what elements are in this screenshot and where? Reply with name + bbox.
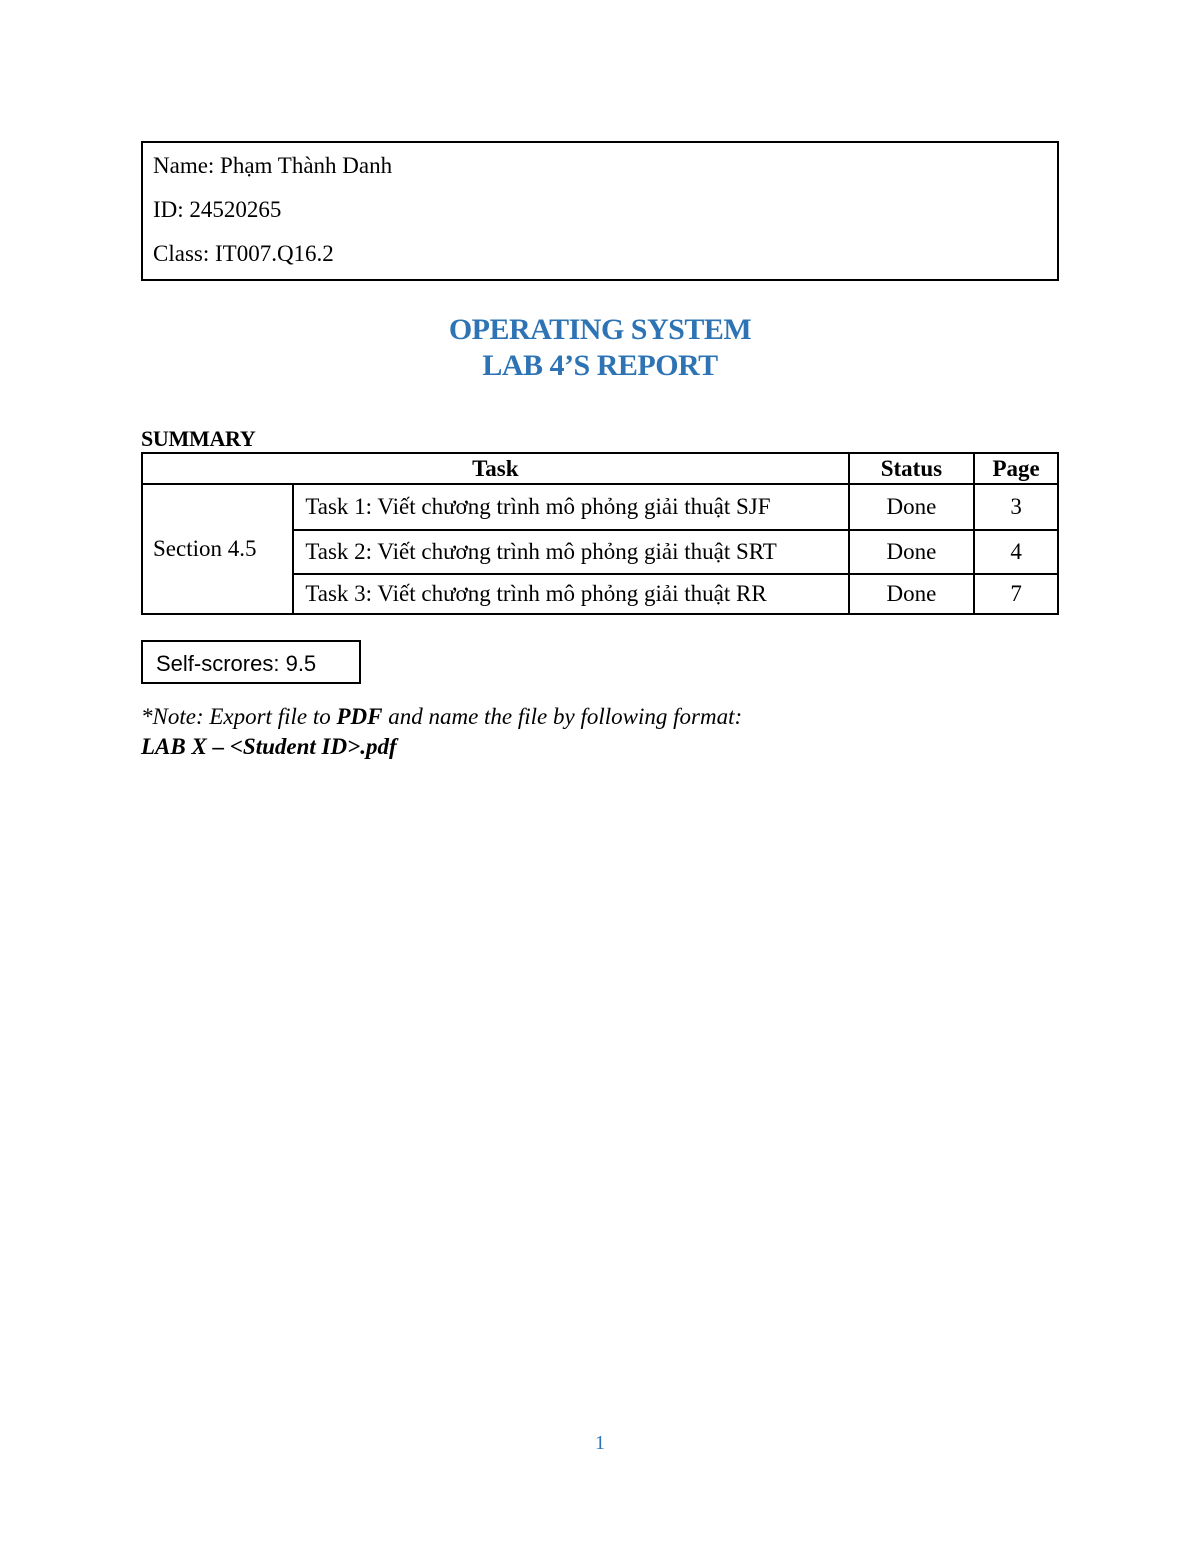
note-prefix: *Note: Export file to (141, 704, 337, 729)
task-cell: Task 3: Viết chương trình mô phỏng giải thuật RR (293, 574, 848, 614)
table-header-row (142, 453, 1058, 484)
student-info-box (141, 141, 1059, 281)
report-title-line1: OPERATING SYSTEM (448, 313, 752, 346)
student-name: Name: Phạm Thành Danh (153, 153, 393, 178)
table-row (142, 484, 1058, 530)
header-page: Page (974, 453, 1058, 484)
self-score-box: Self-scrores: 9.5 (141, 640, 361, 684)
page-number: 1 (595, 1432, 605, 1454)
task-cell: Task 2: Viết chương trình mô phỏng giải thuật SRT (293, 530, 848, 574)
note-line (141, 703, 742, 731)
header-status: Status (849, 453, 975, 484)
page-cell: 3 (974, 484, 1058, 530)
summary-table (141, 452, 1059, 615)
page-cell: 4 (974, 530, 1058, 574)
summary-heading: SUMMARY (141, 426, 256, 451)
section-cell: Section 4.5 (142, 484, 293, 614)
page-cell: 7 (974, 574, 1058, 614)
report-title-line2: LAB 4’S REPORT (482, 349, 718, 382)
task-cell: Task 1: Viết chương trình mô phỏng giải thuật SJF (293, 484, 848, 530)
note-suffix: and name the file by following format: (382, 704, 743, 729)
header-task: Task (142, 453, 849, 484)
status-cell: Done (849, 484, 975, 530)
status-cell: Done (849, 530, 975, 574)
student-class: Class: IT007.Q16.2 (153, 241, 334, 266)
student-id: ID: 24520265 (153, 197, 282, 222)
status-cell: Done (849, 574, 975, 614)
note-pdf: PDF (336, 704, 383, 729)
note-format: LAB X – <Student ID>.pdf (141, 734, 397, 759)
